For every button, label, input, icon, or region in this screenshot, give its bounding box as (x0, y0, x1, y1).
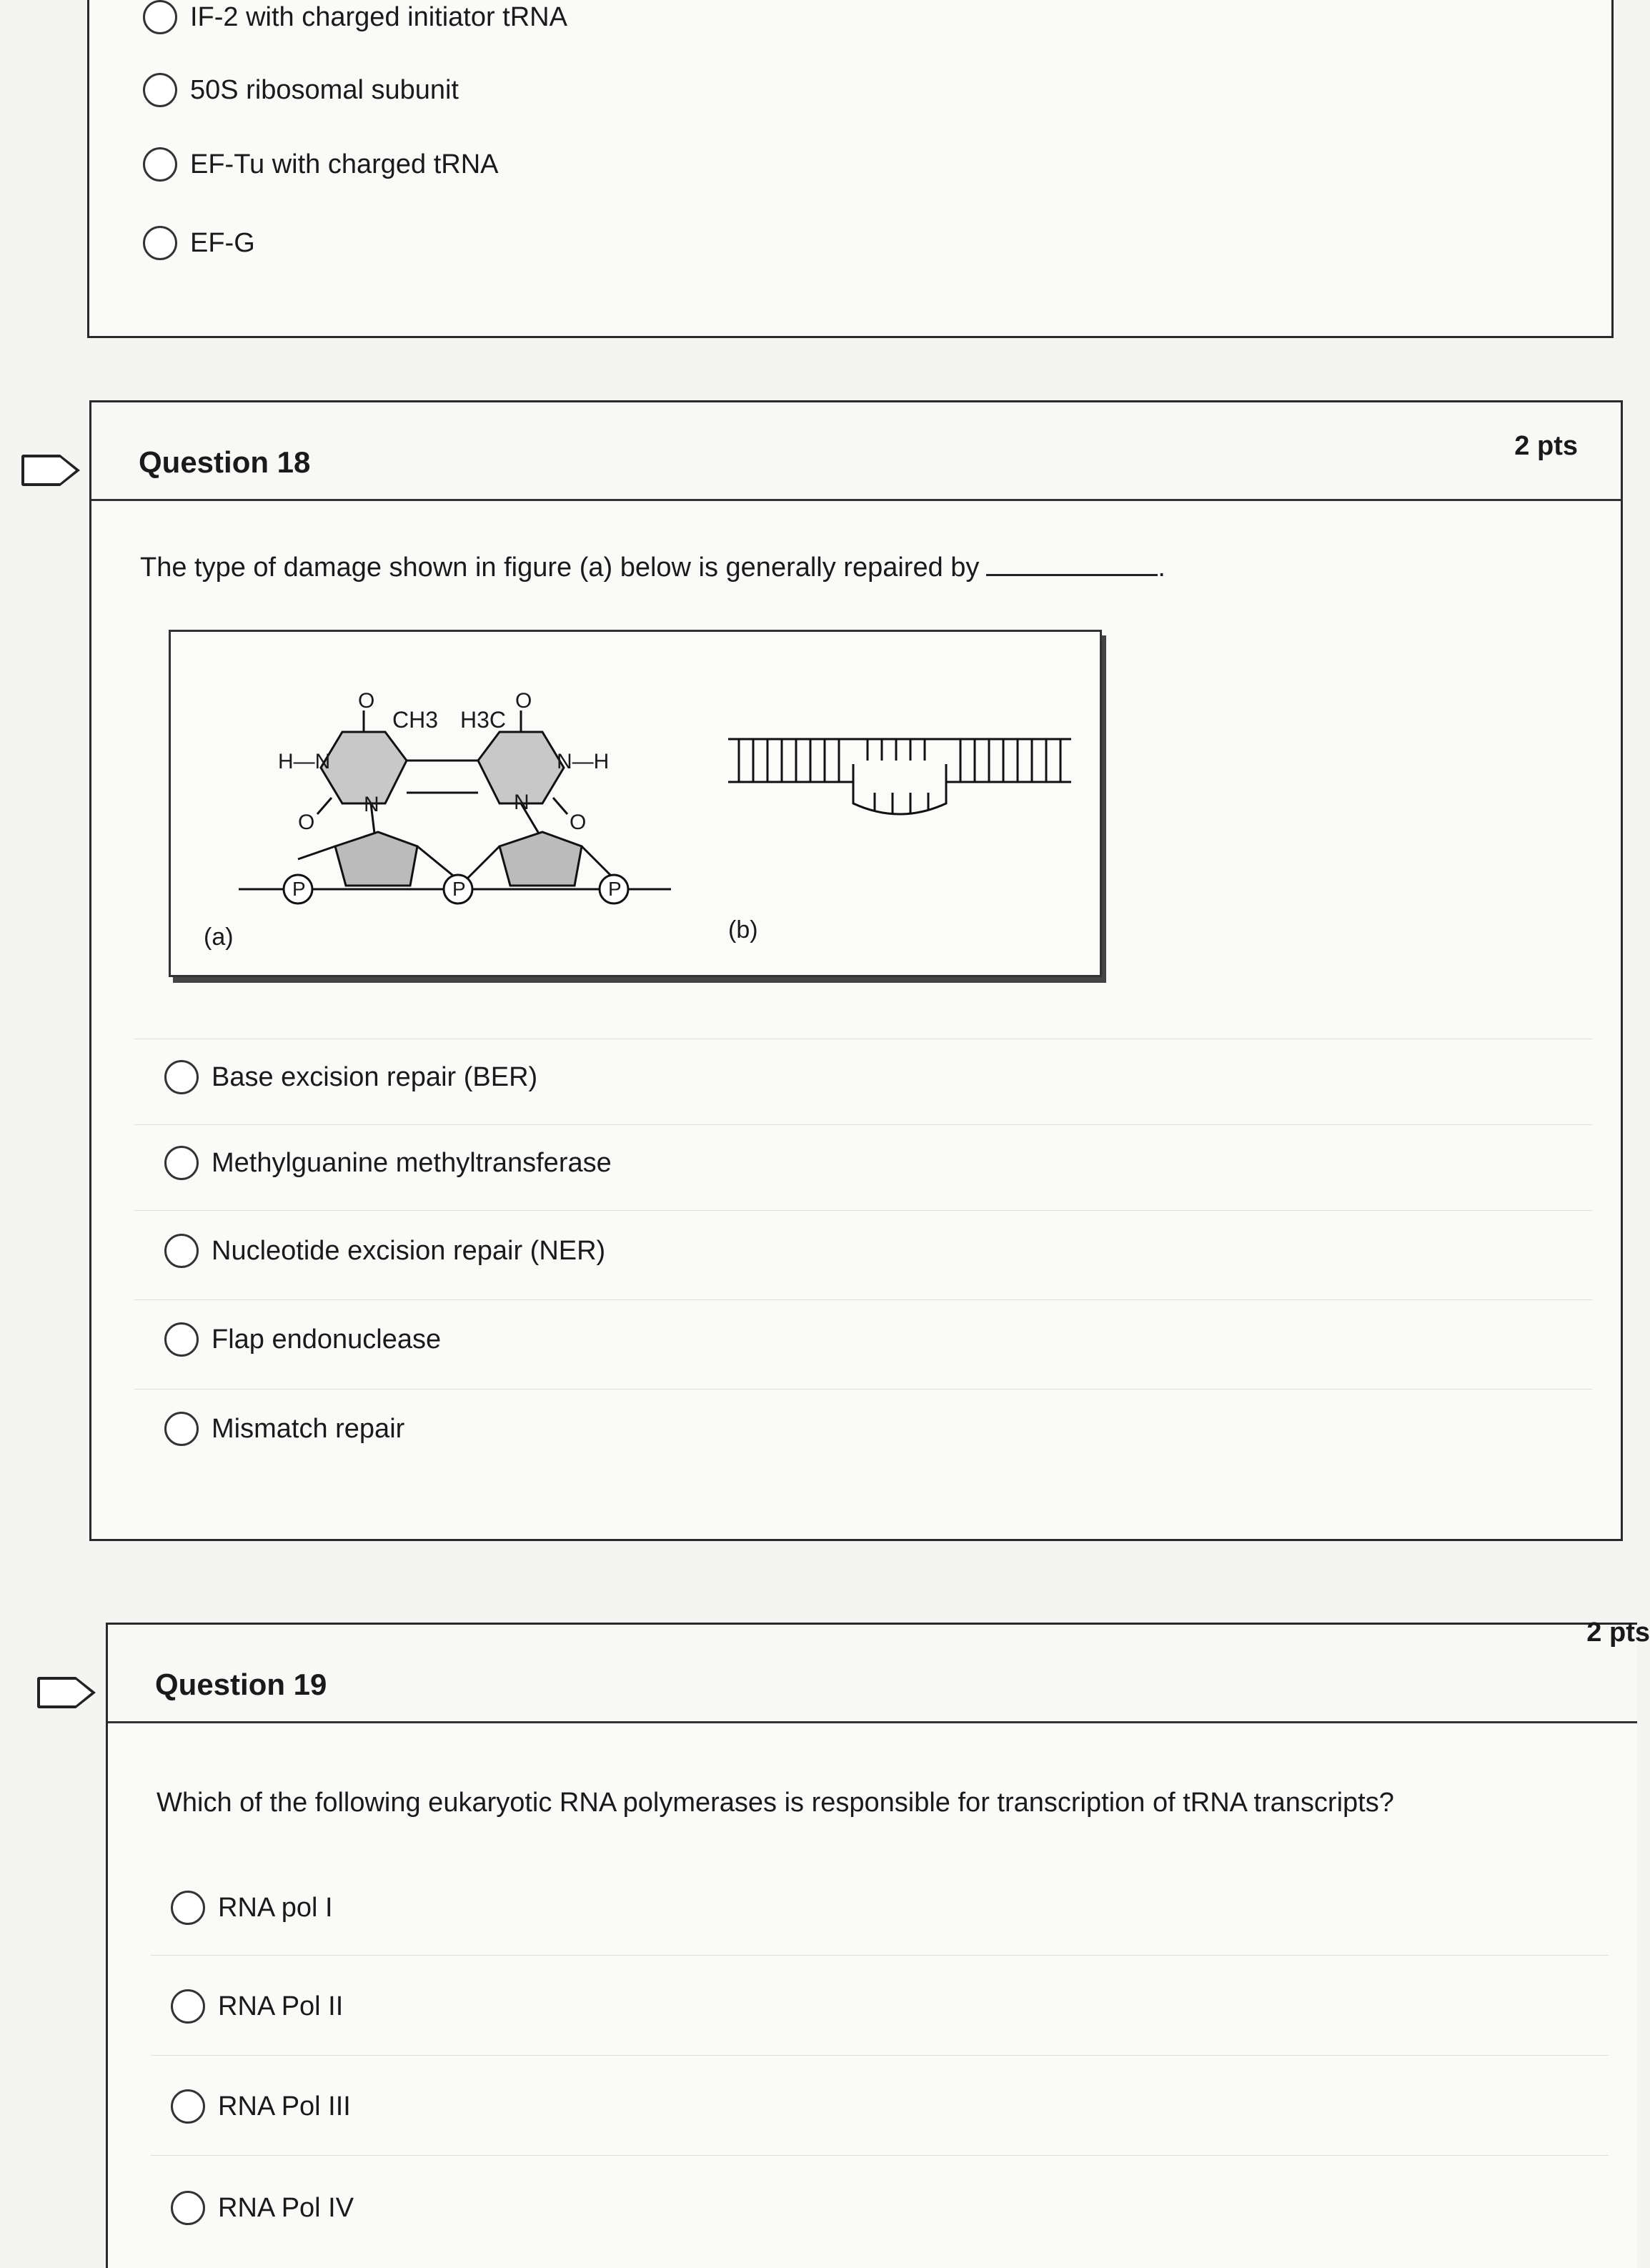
prompt-end: . (1158, 553, 1166, 583)
divider (134, 1124, 1592, 1125)
question-title: Question 18 (139, 445, 311, 479)
bulge-loop (853, 764, 946, 814)
question-prompt: Which of the following eukaryotic RNA polymerases is responsible for transcription of tRNA transcripts? (156, 1788, 1394, 1818)
question-19-card (106, 1618, 1650, 2268)
option-mgmt[interactable] (164, 1146, 612, 1180)
option-ber[interactable] (164, 1060, 537, 1094)
sugar-right (500, 832, 582, 886)
nh-right-label: N—H (557, 750, 610, 773)
base-pair-rungs (739, 739, 1060, 814)
oxygen-label-bottom-right: O (570, 811, 587, 834)
radio-button[interactable] (143, 73, 177, 107)
option-label: EF-Tu with charged tRNA (190, 149, 499, 179)
nitrogen-label-right: N (514, 791, 530, 814)
option-50s[interactable] (143, 73, 459, 107)
divider (134, 1299, 1592, 1300)
radio-button[interactable] (164, 1322, 199, 1357)
question-points: 2 pts (1514, 431, 1578, 461)
option-label: RNA Pol II (218, 1991, 344, 2021)
sugar-left (335, 832, 417, 886)
divider (151, 1955, 1609, 1956)
prompt-text: The type of damage shown in figure (a) below is generally repaired by (140, 553, 980, 583)
previous-question-card (87, 0, 1614, 338)
radio-button[interactable] (164, 1146, 199, 1180)
option-rna-pol-4[interactable] (171, 2191, 354, 2225)
sugar-to-phosphate-4 (582, 846, 614, 878)
option-label: Base excision repair (BER) (212, 1061, 538, 1092)
option-mismatch[interactable] (164, 1412, 404, 1446)
figure-label-b: (b) (728, 916, 758, 944)
radio-button[interactable] (143, 147, 177, 182)
option-label: Methylguanine methyltransferase (212, 1147, 612, 1178)
question-prompt (140, 553, 1166, 583)
oxygen-label-right: O (515, 689, 532, 713)
flag-question-icon[interactable] (21, 455, 60, 486)
option-rna-pol-2[interactable] (171, 1989, 343, 2024)
option-flap[interactable] (164, 1322, 441, 1357)
carbonyl-left-bottom (317, 798, 332, 814)
sugar-to-phosphate-2 (417, 846, 457, 878)
option-label: Mismatch repair (212, 1413, 405, 1444)
radio-button[interactable] (171, 1891, 205, 1925)
question-header (91, 402, 1621, 501)
radio-button[interactable] (164, 1060, 199, 1094)
sugar-to-phosphate-3 (467, 846, 500, 878)
option-label: Nucleotide excision repair (NER) (212, 1235, 606, 1266)
question-title: Question 19 (155, 1668, 327, 1701)
phosphate-label-3: P (608, 878, 622, 900)
option-ef-g[interactable] (143, 226, 255, 260)
option-label: EF-G (190, 227, 255, 258)
question-header (108, 1618, 1650, 1723)
figure-drawing (171, 632, 1100, 975)
option-rna-pol-3[interactable] (171, 2089, 351, 2124)
radio-button[interactable] (171, 2089, 205, 2124)
option-label: 50S ribosomal subunit (190, 74, 459, 105)
option-ef-tu[interactable] (143, 147, 499, 182)
radio-button[interactable] (143, 0, 177, 34)
option-label: RNA Pol IV (218, 2192, 354, 2223)
answer-blank (986, 574, 1158, 576)
nh-left-label: H—N (278, 750, 331, 773)
option-rna-pol-1[interactable] (171, 1891, 333, 1925)
flag-question-icon[interactable] (37, 1677, 76, 1708)
divider (134, 1210, 1592, 1211)
option-label: RNA Pol III (218, 2091, 351, 2121)
radio-button[interactable] (143, 226, 177, 260)
question-18-card (89, 400, 1623, 1541)
divider (151, 2055, 1609, 2056)
option-if2[interactable] (143, 0, 567, 34)
methyl-left-label: CH3 (392, 707, 439, 733)
question-points: 2 pts (1586, 1618, 1650, 1648)
oxygen-label-bottom-left: O (298, 811, 315, 834)
radio-button[interactable] (171, 2191, 205, 2225)
radio-button[interactable] (164, 1234, 199, 1268)
figure-label-a: (a) (204, 923, 234, 951)
option-ner[interactable] (164, 1234, 605, 1268)
carbonyl-right-bottom (553, 798, 567, 814)
option-label: Flap endonuclease (212, 1324, 442, 1355)
phosphate-label-1: P (292, 878, 306, 900)
divider (134, 1389, 1592, 1390)
nitrogen-label-left: N (364, 793, 379, 816)
phosphate-label-2: P (452, 878, 466, 900)
methyl-right-label: H3C (460, 707, 507, 733)
option-label: RNA pol I (218, 1892, 333, 1923)
dna-damage-figure (169, 630, 1102, 977)
oxygen-label-left: O (358, 689, 375, 713)
option-label: IF-2 with charged initiator tRNA (190, 1, 567, 32)
radio-button[interactable] (171, 1989, 205, 2024)
radio-button[interactable] (164, 1412, 199, 1446)
sugar-to-phosphate-1 (298, 846, 335, 859)
divider (151, 2155, 1609, 2156)
